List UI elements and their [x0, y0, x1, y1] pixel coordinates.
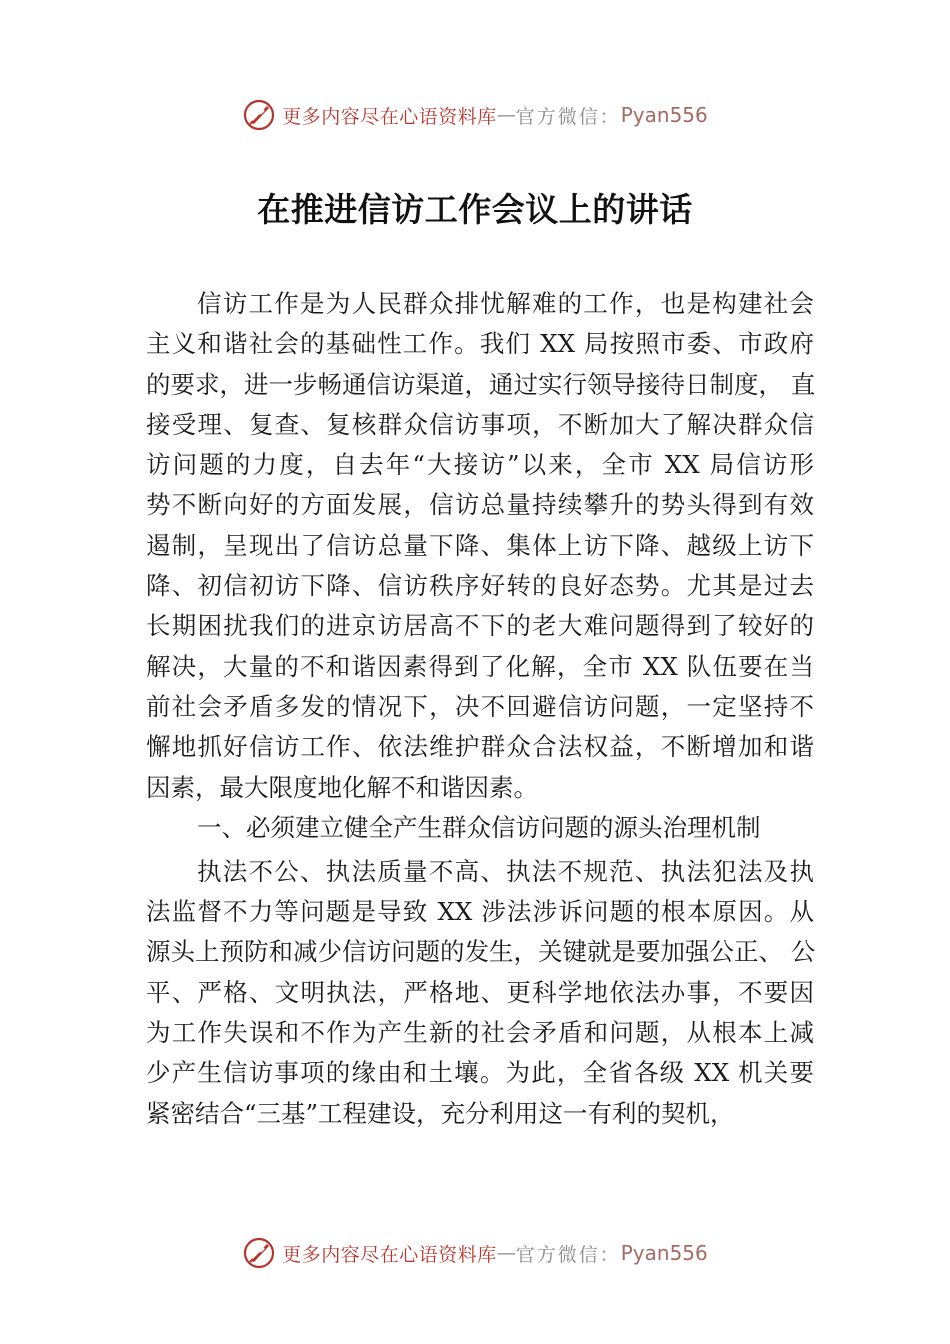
banner-wechat-label: 官方微信：	[515, 1243, 621, 1266]
header-banner	[0, 95, 950, 135]
paragraph-line: 紧密结合“三基”工程建设，充分利用这一有利的契机，	[146, 1098, 735, 1128]
banner-wechat-id: Pyan556	[620, 103, 708, 127]
banner-dash: —	[496, 104, 516, 126]
paragraph-line: 长期困扰我们的进京访居高不下的老大难问题得到了较好的	[146, 611, 814, 641]
document-body	[146, 284, 814, 1134]
paragraph-line: 解决，大量的不和谐因素得到了化解，全市 XX 队伍要在当	[146, 651, 814, 681]
banner-library-text: 更多内容尽在心语资料库	[282, 1243, 497, 1266]
quill-logo-icon	[242, 1236, 276, 1270]
paragraph-line: 懈地抓好信访工作、依法维护群众合法权益，不断增加和谐	[146, 732, 814, 762]
paragraph-line: 的要求，进一步畅通信访渠道，通过实行领导接待日制度， 直	[146, 369, 816, 399]
paragraph-line: 主义和谐社会的基础性工作。我们 XX 局按照市委、市政府	[146, 329, 814, 359]
paragraph-line: 执法不公、执法质量不高、执法不规范、执法犯法及执	[197, 856, 814, 886]
paragraph-line: 源头上预防和减少信访问题的发生，关键就是要加强公正、 公	[146, 937, 816, 967]
paragraph-line: 接受理、复查、复核群众信访事项，不断加大了解决群众信	[146, 409, 814, 439]
document-title: 在推进信访工作会议上的讲话	[257, 190, 693, 229]
paragraph-line: 遏制，呈现出了信访总量下降、集体上访下降、越级上访下	[146, 530, 814, 560]
banner-library-text: 更多内容尽在心语资料库	[282, 105, 497, 128]
paragraph-line: 前社会矛盾多发的情况下，决不回避信访问题，一定坚持不	[146, 691, 814, 721]
paragraph-line: 因素，最大限度地化解不和谐因素。	[146, 772, 538, 802]
paragraph-line: 平、严格、文明执法，严格地、更科学地依法办事，不要因	[146, 977, 814, 1007]
paragraph-line: 访问题的力度，自去年“大接访”以来，全市 XX 局信访形	[146, 450, 814, 480]
banner-wechat-label: 官方微信：	[515, 105, 621, 128]
footer-banner	[0, 1233, 950, 1273]
quill-logo-icon	[242, 98, 276, 132]
paragraph-line: 信访工作是为人民群众排忧解难的工作，也是构建社会	[197, 289, 814, 318]
section-heading: 一、必须建立健全产生群众信访问题的源头治理机制	[197, 812, 761, 842]
paragraph-line: 法监督不力等问题是导致 XX 涉法涉诉问题的根本原因。从	[146, 897, 814, 927]
paragraph-line: 势不断向好的方面发展，信访总量持续攀升的势头得到有效	[146, 490, 814, 520]
banner-wechat-id: Pyan556	[620, 1241, 708, 1265]
paragraph-line: 少产生信访事项的缘由和土壤。为此，全省各级 XX 机关要	[146, 1058, 814, 1088]
paragraph-line: 为工作失误和不作为产生新的社会矛盾和问题，从根本上减	[146, 1018, 814, 1048]
banner-dash: —	[496, 1242, 516, 1264]
paragraph-line: 降、初信初访下降、信访秩序好转的良好态势。尤其是过去	[146, 571, 814, 601]
